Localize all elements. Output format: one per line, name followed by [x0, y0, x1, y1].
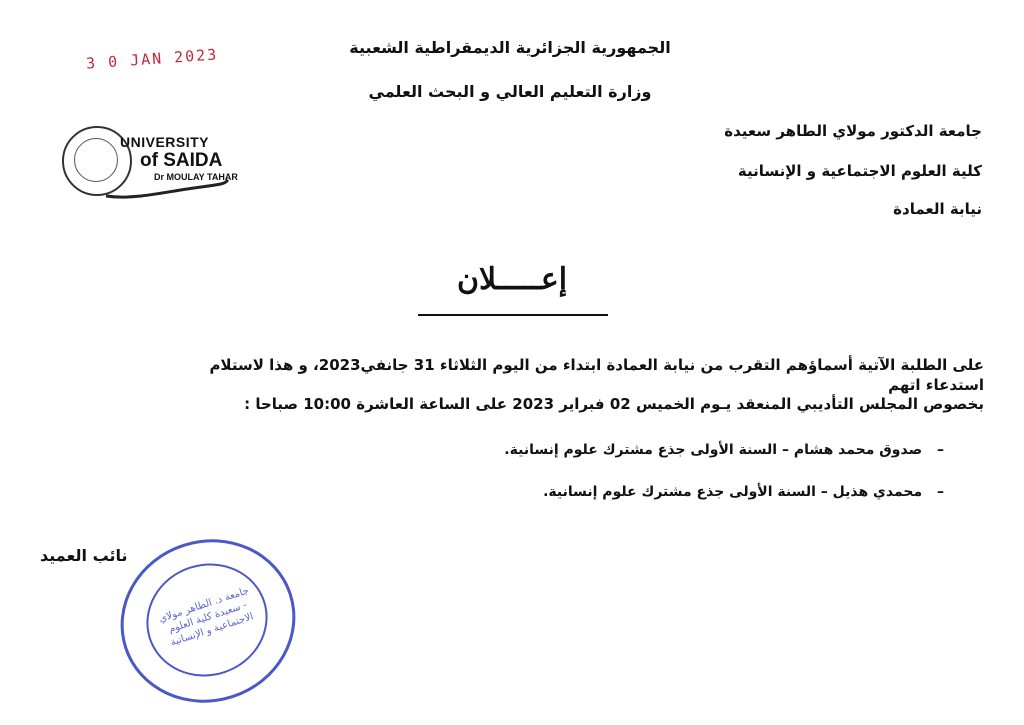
date-stamp: 3 0 JAN 2023	[85, 45, 219, 73]
announcement-paragraph-2: بخصوص المجلس التأديبي المنعقد يـوم الخميس 02 فبراير 2023 على الساعة العاشرة 10:00 صباحا :	[244, 395, 984, 413]
announcement-paragraph-1: على الطلبة الآتية أسماؤهم التقرب من نيابة العمادة ابتداء من اليوم الثلاثاء 31 جانفي2023، و هذا لاستلام استدعاء اتهم	[209, 356, 984, 394]
list-item	[504, 442, 944, 458]
logo-swoosh-icon	[104, 178, 230, 200]
university-logo	[62, 126, 242, 206]
university-name: جامعة الدكتور مولاي الطاهر سعيدة	[724, 122, 982, 140]
logo-saida-text: of SAIDA	[140, 150, 223, 171]
official-stamp	[120, 540, 296, 700]
logo-university-text: UNIVERSITY	[120, 134, 210, 150]
list-dash: –	[937, 484, 944, 500]
student-entry: محمدي هذيل – السنة الأولى جذع مشترك علوم إنسانية.	[543, 484, 923, 500]
student-entry: صدوق محمد هشام – السنة الأولى جذع مشترك علوم إنسانية.	[504, 442, 923, 458]
signature-title: نائب العميد	[40, 546, 128, 565]
list-dash: –	[937, 442, 944, 458]
ministry-header: وزارة التعليم العالي و البحث العلمي	[368, 82, 652, 101]
stamp-text: جامعة د. الطاهر مولاي - سعيدة كلية العلوم الاجتماعية و الإنسانية	[157, 585, 255, 649]
country-header: الجمهورية الجزائرية الديمقراطية الشعبية	[349, 38, 671, 57]
office-name: نيابة العمادة	[893, 200, 982, 218]
announcement-title: إعـــــلان	[456, 262, 568, 297]
title-underline	[418, 314, 608, 316]
faculty-name: كلية العلوم الاجتماعية و الإنسانية	[737, 162, 982, 180]
logo-tahar-text: Dr MOULAY TAHAR	[154, 172, 238, 182]
list-item	[543, 484, 944, 500]
